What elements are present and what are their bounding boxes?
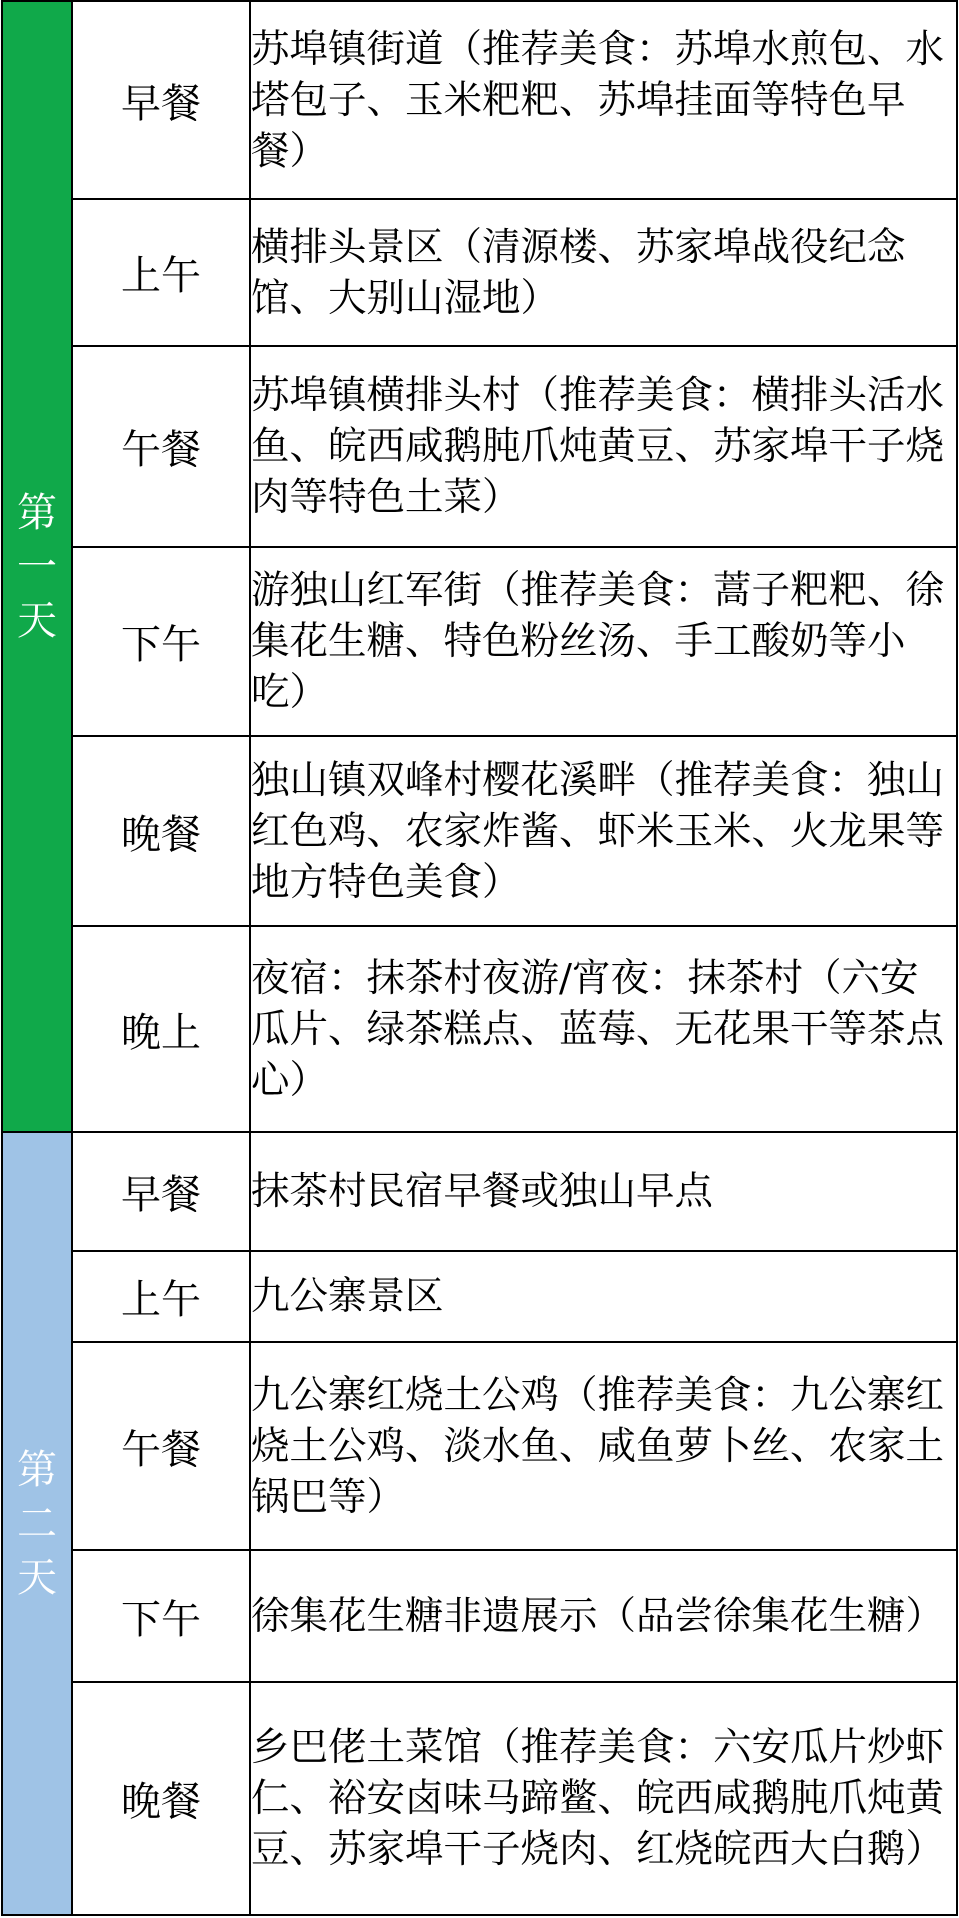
time-slot: 晚餐 [72,1682,250,1915]
activity-description: 徐集花生糖非遗展示（品尝徐集花生糖） [250,1550,957,1682]
time-slot: 上午 [72,199,250,346]
activity-description: 苏埠镇横排头村（推荐美食：横排头活水鱼、皖西咸鹅肫爪炖黄豆、苏家埠干子烧肉等特色土菜） [250,346,957,547]
table-row [2,346,957,547]
table-row [2,547,957,736]
table-row [2,1251,957,1342]
time-slot: 午餐 [72,346,250,547]
activity-description: 横排头景区（清源楼、苏家埠战役纪念馆、大别山湿地） [250,199,957,346]
activity-description: 九公寨红烧土公鸡（推荐美食：九公寨红烧土公鸡、淡水鱼、咸鱼萝卜丝、农家土锅巴等） [250,1342,957,1550]
time-slot: 上午 [72,1251,250,1342]
day-label-cell [2,1132,72,1915]
activity-description: 九公寨景区 [250,1251,957,1342]
day-label: 第二天 [17,1446,57,1601]
table-row [2,1682,957,1915]
time-slot: 午餐 [72,1342,250,1550]
table-row [2,1,957,199]
time-slot: 下午 [72,1550,250,1682]
activity-description: 夜宿：抹茶村夜游/宵夜：抹茶村（六安瓜片、绿茶糕点、蓝莓、无花果干等茶点心） [250,926,957,1132]
activity-description: 抹茶村民宿早餐或独山早点 [250,1132,957,1251]
activity-description: 游独山红军街（推荐美食：蒿子粑粑、徐集花生糖、特色粉丝汤、手工酸奶等小吃） [250,547,957,736]
table-row [2,1342,957,1550]
time-slot: 晚上 [72,926,250,1132]
activity-description: 乡巴佬土菜馆（推荐美食：六安瓜片炒虾仁、裕安卤味马蹄鳖、皖西咸鹅肫爪炖黄豆、苏家埠干子烧肉、红烧皖西大白鹅） [250,1682,957,1915]
time-slot: 早餐 [72,1,250,199]
day-label: 第一天 [17,489,57,644]
time-slot: 下午 [72,547,250,736]
activity-description: 苏埠镇街道（推荐美食：苏埠水煎包、水塔包子、玉米粑粑、苏埠挂面等特色早餐） [250,1,957,199]
table-row [2,199,957,346]
day-label-cell [2,1,72,1132]
table-row [2,1132,957,1251]
itinerary-table [1,0,958,1916]
activity-description: 独山镇双峰村樱花溪畔（推荐美食：独山红色鸡、农家炸酱、虾米玉米、火龙果等地方特色美食） [250,736,957,926]
table-row [2,736,957,926]
table-row [2,1550,957,1682]
table-row [2,926,957,1132]
time-slot: 早餐 [72,1132,250,1251]
time-slot: 晚餐 [72,736,250,926]
